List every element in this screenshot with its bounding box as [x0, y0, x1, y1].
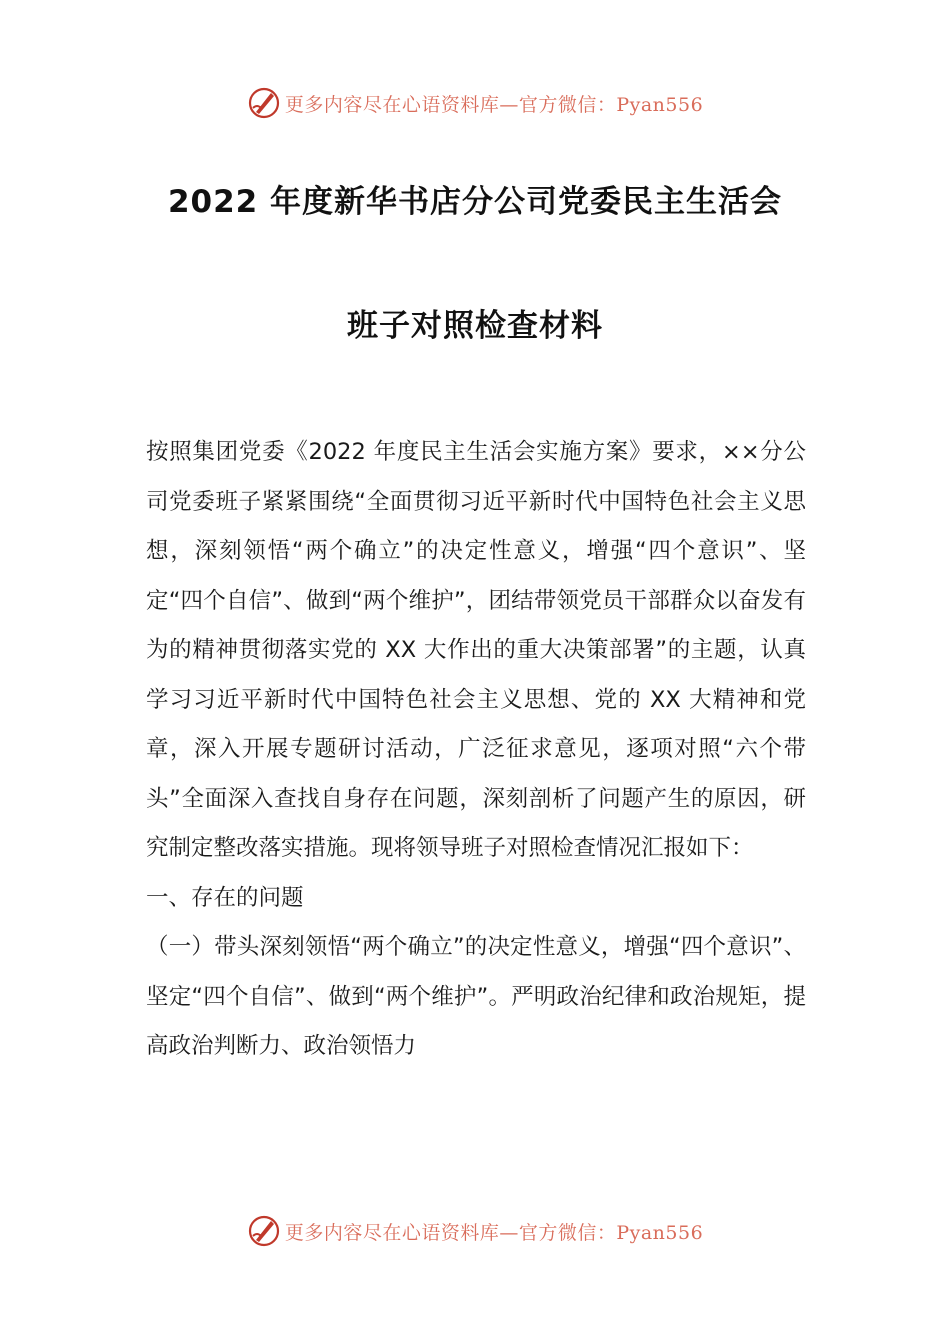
document-body [146, 428, 806, 1072]
header-banner-text: 更多内容尽在心语资料库—官方微信：Pyan556 [284, 93, 704, 116]
intro-paragraph: 按照集团党委《2022 年度民主生活会实施方案》要求，××分公司党委班子紧紧围绕“全面贯彻习近平新时代中国特色社会主义思想，深刻领悟“两个确立”的决定性意义，增强“四个意识”、坚定“四个自信”、做到“两个维护”，团结带领党员干部群众以奋发有为的精神贯彻落实党的 XX 大作出的重大决策部署”的主题，认真学习习近平新时代中国特色社会主义思想、党的 XX 大精神和党章，深入开展专题研讨活动，广泛征求意见，逐项对照“六个带头”全面深入查找自身存在问题，深刻剖析了问题产生的原因，研究制定整改落实措施。现将领导班子对照检查情况汇报如下： [146, 439, 806, 861]
footer-banner-text: 更多内容尽在心语资料库—官方微信：Pyan556 [284, 1221, 704, 1244]
document-title-line2: 班子对照检查材料 [347, 308, 603, 344]
header-banner [0, 83, 950, 123]
section-heading: 一、存在的问题 [146, 884, 304, 911]
quill-pen-logo-icon [247, 1214, 281, 1248]
subsection-paragraph: （一）带头深刻领悟“两个确立”的决定性意义，增强“四个意识”、坚定“四个自信”、做到“两个维护”。严明政治纪律和政治规矩，提高政治判断力、政治领悟力 [146, 934, 806, 1059]
footer-banner [0, 1211, 950, 1251]
quill-pen-logo-icon [247, 86, 281, 120]
document-title-line1: 2022 年度新华书店分公司党委民主生活会 [167, 184, 783, 220]
